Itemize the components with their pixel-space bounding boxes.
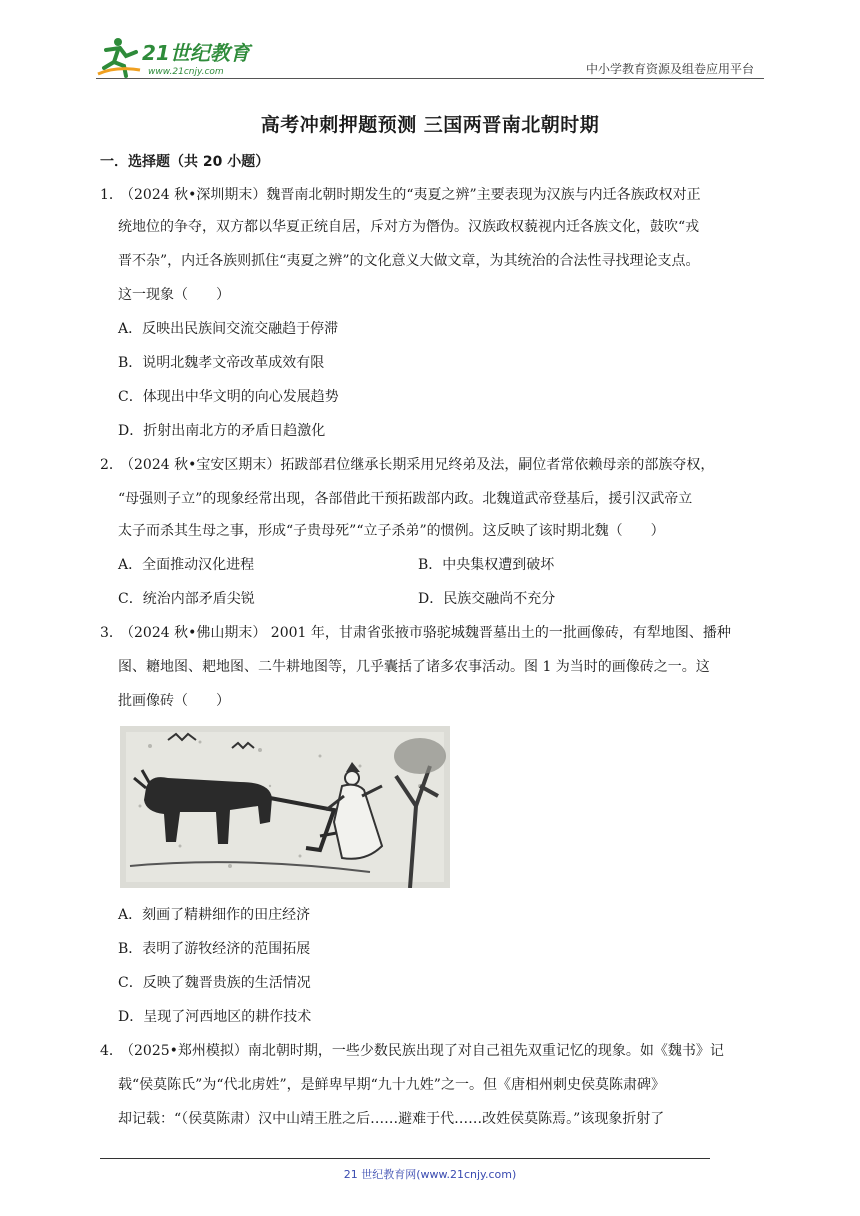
question-number: 2． — [100, 457, 123, 473]
question-number: 4． — [100, 1043, 123, 1059]
answer-option[interactable]: B．中央集权遭到破坏 — [418, 557, 555, 573]
answer-option[interactable]: A．反映出民族间交流交融趋于停滞 — [118, 321, 339, 337]
question-text-line: 晋不杂”，内迁各族则抓住“夷夏之辨”的文化意义大做文章，为其统治的合法性寻找理论支点。 — [118, 253, 700, 269]
question-text-line: 却记载：“（侯莫陈肃）汉中山靖王胜之后……避难于代……改姓侯莫陈焉。”该现象折射了 — [118, 1111, 665, 1127]
answer-option[interactable]: C．体现出中华文明的向心发展趋势 — [118, 389, 339, 405]
header-divider — [96, 78, 764, 79]
answer-option[interactable]: C．统治内部矛盾尖锐 — [118, 591, 255, 607]
answer-option[interactable]: D．折射出南北方的矛盾日趋激化 — [118, 423, 326, 439]
question-text-line: 载“侯莫陈氏”为“代北虏姓”，是鲜卑早期“九十九姓”之一。但《唐相州刺史侯莫陈肃碑》 — [118, 1077, 665, 1093]
question-text-line: 这一现象（ ） — [118, 287, 230, 303]
question-number: 1． — [100, 187, 123, 203]
answer-option[interactable]: D．呈现了河西地区的耕作技术 — [118, 1009, 312, 1025]
answer-option[interactable]: B．说明北魏孝文帝改革成效有限 — [118, 355, 325, 371]
answer-option[interactable]: B．表明了游牧经济的范围拓展 — [118, 941, 311, 957]
question-text-line: 批画像砖（ ） — [118, 693, 230, 709]
svg-text:www.21cnjy.com: www.21cnjy.com — [148, 67, 224, 77]
runner-logo-icon — [96, 36, 256, 80]
site-logo[interactable] — [96, 36, 256, 80]
answer-option[interactable]: A．刻画了精耕细作的田庄经济 — [118, 907, 311, 923]
question-text-line: 统地位的争夺，双方都以华夏正统自居，斥对方为僭伪。汉族政权藐视内迁各族文化，鼓吹“戎 — [118, 219, 700, 235]
answer-option[interactable]: C．反映了魏晋贵族的生活情况 — [118, 975, 311, 991]
question-number: 3． — [100, 625, 123, 641]
answer-option[interactable]: A．全面推动汉化进程 — [118, 557, 255, 573]
question-text-line: （2024 秋•深圳期末）魏晋南北朝时期发生的“夷夏之辨”主要表现为汉族与内迁各族政权对正 — [120, 187, 701, 203]
answer-option[interactable]: D．民族交融尚不充分 — [418, 591, 556, 607]
footer-divider — [100, 1158, 710, 1159]
footer-link[interactable]: 21 世纪教育网(www.21cnjy.com) — [343, 1168, 517, 1181]
question-text-line: “母强则子立”的现象经常出现，各部借此干预拓跋部内政。北魏道武帝登基后，援引汉武帝立 — [118, 491, 693, 507]
section-heading: 一．选择题（共 20 小题） — [100, 154, 270, 170]
question-text-line: 图、耱地图、耙地图、二牛耕地图等，几乎囊括了诸多农事活动。图 1 为当时的画像砖之一。这 — [118, 659, 710, 675]
platform-label: 中小学教育资源及组卷应用平台 — [585, 62, 754, 76]
svg-text:21世纪教育: 21世纪教育 — [142, 41, 250, 65]
page-header — [96, 36, 764, 80]
question-text-line: 太子而杀其生母之事，形成“子贵母死”“立子杀弟”的惯例。这反映了该时期北魏（ ） — [118, 523, 665, 539]
plowing-ox-image — [120, 726, 450, 888]
brick-painting-image — [120, 726, 450, 888]
page-title: 高考冲刺押题预测 三国两晋南北朝时期 — [260, 114, 600, 136]
question-text-line: （2024 秋•佛山期末） 2001 年，甘肃省张掖市骆驼城魏晋墓出土的一批画像砖，有犁地图、播种 — [120, 625, 731, 641]
question-text-line: （2025•郑州模拟）南北朝时期，一些少数民族出现了对自己祖先双重记忆的现象。如《魏书》记 — [120, 1043, 724, 1059]
question-text-line: （2024 秋•宝安区期末）拓跋部君位继承长期采用兄终弟及法，嗣位者常依赖母亲的部族夺权， — [120, 457, 715, 473]
